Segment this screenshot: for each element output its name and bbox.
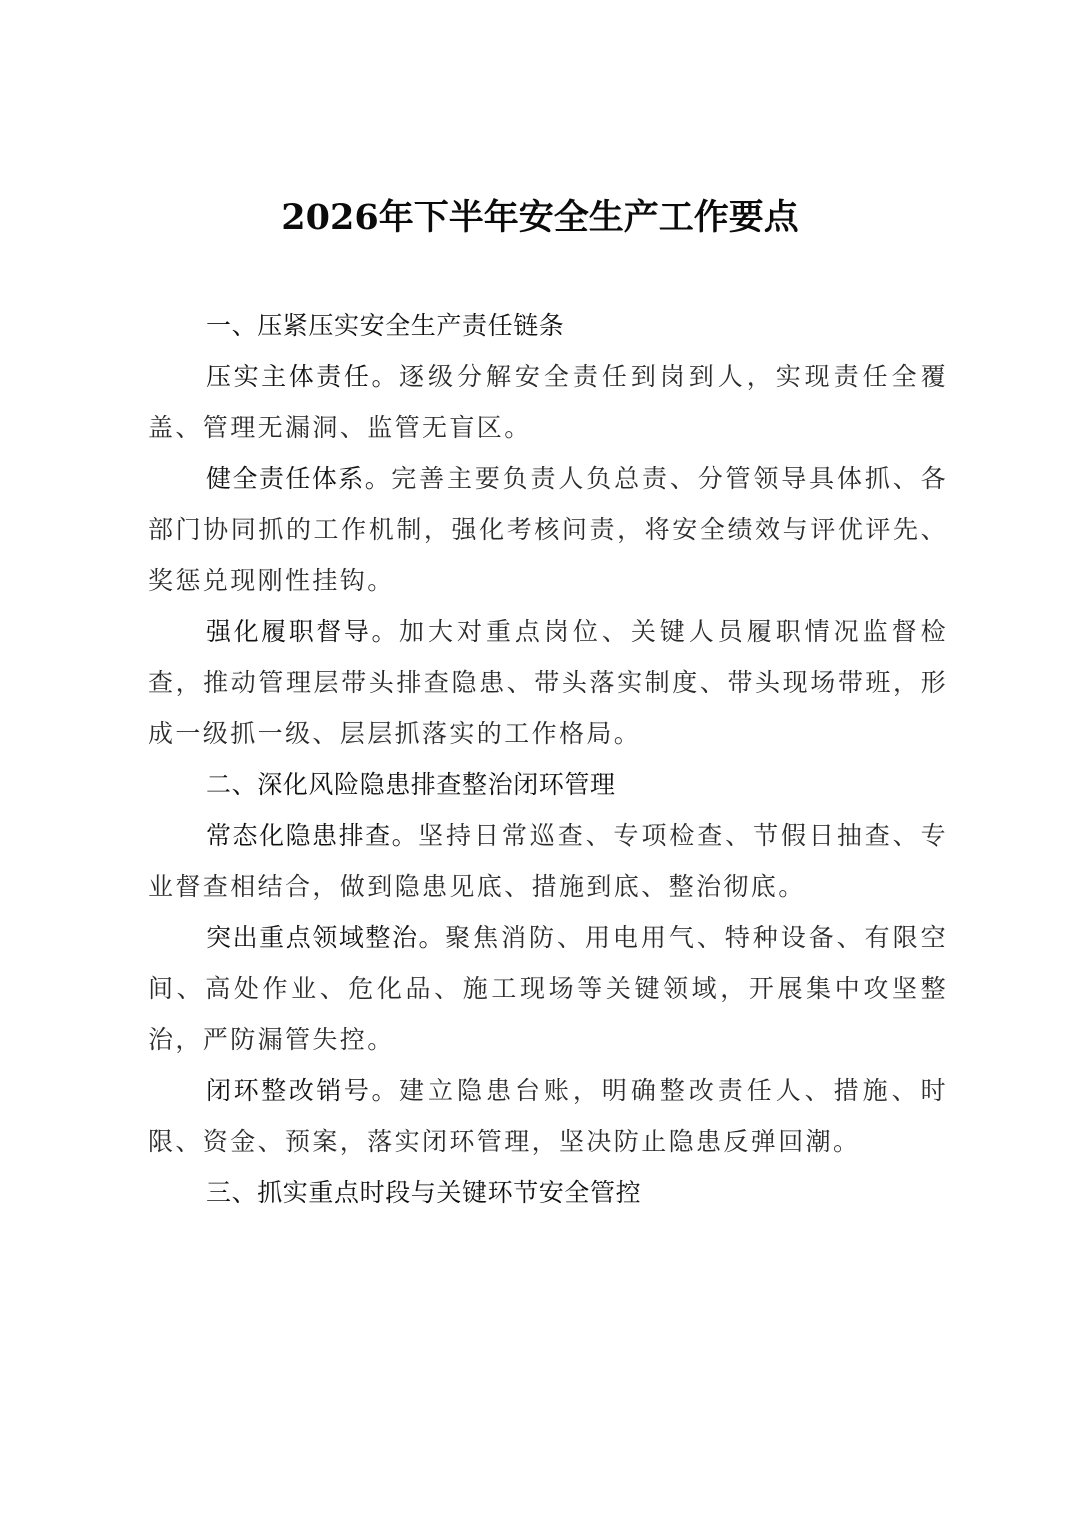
paragraph-lead: 突出重点领域整治。: [206, 923, 446, 952]
paragraph-text: 建立隐患台账，明确整改责任人、措施、时限、资金、预案，落实闭环管理，坚决防止隐患反弹回潮。: [148, 1076, 948, 1156]
paragraph: [148, 912, 948, 1065]
paragraph-text: 完善主要负责人负总责、分管领导具体抓、各部门协同抓的工作机制，强化考核问责，将安全绩效与评优评先、奖惩兑现刚性挂钩。: [148, 464, 948, 595]
paragraph-lead: 闭环整改销号。: [206, 1076, 400, 1105]
paragraph-lead: 常态化隐患排查。: [206, 821, 419, 850]
paragraph: [148, 1065, 948, 1167]
paragraph: [148, 810, 948, 912]
paragraph-lead: 健全责任体系。: [206, 464, 392, 493]
paragraph: [148, 351, 948, 453]
paragraph: [148, 606, 948, 759]
document-body: [148, 300, 948, 1218]
paragraph: [148, 453, 948, 606]
paragraph-text: 聚焦消防、用电用气、特种设备、有限空间、高处作业、危化品、施工现场等关键领域，开展集中攻坚整治，严防漏管失控。: [148, 923, 948, 1054]
paragraph-text: 逐级分解安全责任到岗到人，实现责任全覆盖、管理无漏洞、监管无盲区。: [148, 362, 948, 442]
section-heading: 三、抓实重点时段与关键环节安全管控: [206, 1178, 642, 1207]
paragraph-text: 加大对重点岗位、关键人员履职情况监督检查，推动管理层带头排查隐患、带头落实制度、带头现场带班，形成一级抓一级、层层抓落实的工作格局。: [148, 617, 948, 748]
section-heading: 二、深化风险隐患排查整治闭环管理: [206, 770, 616, 799]
paragraph-lead: 强化履职督导。: [206, 617, 400, 646]
section-heading: 一、压紧压实安全生产责任链条: [206, 311, 565, 340]
paragraph-lead: 压实主体责任。: [206, 362, 400, 391]
paragraph-text: 坚持日常巡查、专项检查、节假日抽查、专业督查相结合，做到隐患见底、措施到底、整治彻底。: [148, 821, 948, 901]
document-title: 2026年下半年安全生产工作要点: [281, 197, 799, 238]
